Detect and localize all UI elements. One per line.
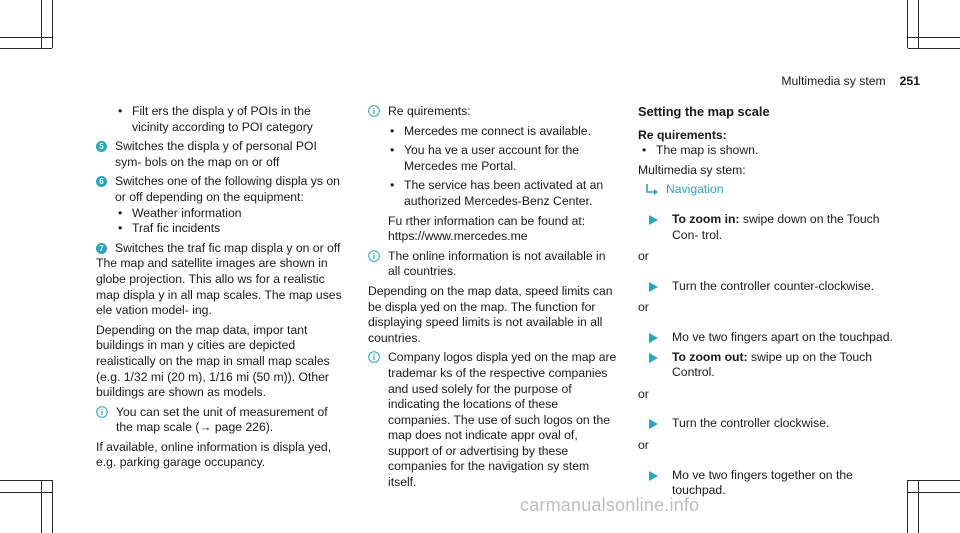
or-separator: or: [638, 386, 649, 401]
crop-mark: [41, 480, 42, 533]
section-heading: Setting the map scale: [638, 104, 770, 119]
list-item: • Filt ers the displa y of POIs in the vicinity according to POI category: [118, 104, 313, 134]
list-item: • The service has been activated at an authorized Mercedes-Benz Center.: [390, 178, 604, 208]
watermark: carmanualsonline.info: [520, 495, 700, 515]
list-item: • Weather information: [118, 205, 242, 220]
column-left: [96, 104, 346, 471]
nav-path: [638, 182, 898, 198]
crop-mark: [907, 480, 908, 533]
or-separator: or: [638, 437, 649, 452]
crop-mark: [0, 37, 52, 38]
crop-mark: [918, 0, 919, 48]
paragraph: Fu rther information can be found at:: [388, 213, 586, 228]
crop-mark: [908, 37, 960, 38]
paragraph: The map and satellite images are shown in globe projection. This allo ws for a realistic map displa y in all map scales. The map uses ele vation model‐ ing.: [96, 256, 342, 318]
hook-arrow-icon: [644, 183, 660, 197]
triangle-arrow-icon: [648, 215, 658, 225]
info-circle-icon: [368, 105, 380, 117]
crop-mark: [0, 492, 52, 493]
section-title: Multimedia sy stem: [781, 74, 886, 88]
list-item: • Mercedes me connect is available.: [390, 123, 591, 138]
instruction-step: Mo ve two fingers together on the touchpad.: [638, 468, 898, 499]
info-note: Company logos displa yed on the map are trademar ks of the respective companies and used solely for the purpose of indicating the locations of these companies. The use of such logos on the map does not indicate appr oval of, support of or advertising by these companies for the navigation sy stem itself.: [368, 350, 618, 490]
crop-mark: [41, 0, 42, 48]
numbered-item: 7 Switches the traf fic map displa y on or off: [96, 241, 346, 257]
page-number: 251: [899, 74, 920, 88]
info-note: You can set the unit of measurement of the map scale (→ page 226).: [96, 405, 346, 436]
list-item: • The map is shown.: [642, 143, 759, 158]
column-middle: [368, 104, 618, 491]
instruction-step: Mo ve two fingers apart on the touchpad.: [638, 330, 898, 346]
bullet-dot: •: [118, 104, 123, 118]
requirements-label: Re quirements:: [638, 127, 727, 142]
requirements-note: Re quirements:: [368, 104, 618, 120]
triangle-arrow-icon: [648, 471, 658, 481]
crop-mark: [907, 0, 908, 48]
instruction-step: To zoom in: swipe down on the Touch Con‐ trol.: [638, 212, 898, 243]
numbered-item: 5 Switches the displa y of personal POI sym‐ bols on the map on or off: [96, 139, 346, 170]
url-text: https://www.mercedes.me: [388, 229, 528, 244]
crop-mark: [52, 0, 53, 48]
info-circle-icon: [368, 250, 380, 262]
number-marker-icon: 6: [96, 176, 107, 187]
paragraph: Depending on the map data, impor tant buildings in man y cities are depicted realistically on the map in small map scales (e.g. 1/32 mi (20 m), 1/16 mi (50 m)). Other buildings are shown as models.: [96, 322, 330, 400]
numbered-item: 6 Switches one of the following displa ys on or off depending on the equipment:: [96, 174, 346, 205]
instruction-step: Turn the controller clockwise.: [638, 416, 898, 432]
triangle-arrow-icon: [648, 333, 658, 343]
paragraph: Depending on the map data, speed limits can be displa yed on the map. The function for displaying speed limits is not available in all countries.: [368, 283, 613, 345]
instruction-step: To zoom out: swipe up on the Touch Control.: [638, 350, 898, 381]
paragraph: If available, online information is displa yed, e.g. parking garage occupancy.: [96, 439, 332, 470]
info-circle-icon: [96, 406, 108, 418]
number-marker-icon: 5: [96, 141, 107, 152]
triangle-arrow-icon: [648, 419, 658, 429]
system-label: Multimedia sy stem:: [638, 162, 746, 177]
list-item: • Traf fic incidents: [118, 221, 221, 236]
number-marker-icon: 7: [96, 243, 107, 254]
crop-mark: [918, 480, 919, 533]
crop-mark: [908, 480, 960, 481]
column-right: [638, 104, 898, 505]
or-separator: or: [638, 300, 649, 315]
crop-mark: [908, 48, 960, 49]
page-header: [781, 74, 920, 90]
info-circle-icon: [368, 351, 380, 363]
list-item: • You ha ve a user account for the Mercedes me Portal.: [390, 143, 580, 173]
crop-mark: [0, 480, 52, 481]
triangle-arrow-icon: [648, 282, 658, 292]
or-separator: or: [638, 249, 649, 264]
instruction-step: Turn the controller counter-clockwise.: [638, 279, 898, 295]
crop-mark: [908, 492, 960, 493]
crop-mark: [0, 48, 52, 49]
triangle-arrow-icon: [648, 353, 658, 363]
info-note: The online information is not available in all countries.: [368, 249, 618, 280]
crop-mark: [52, 480, 53, 533]
nav-label: Navigation: [666, 182, 724, 197]
